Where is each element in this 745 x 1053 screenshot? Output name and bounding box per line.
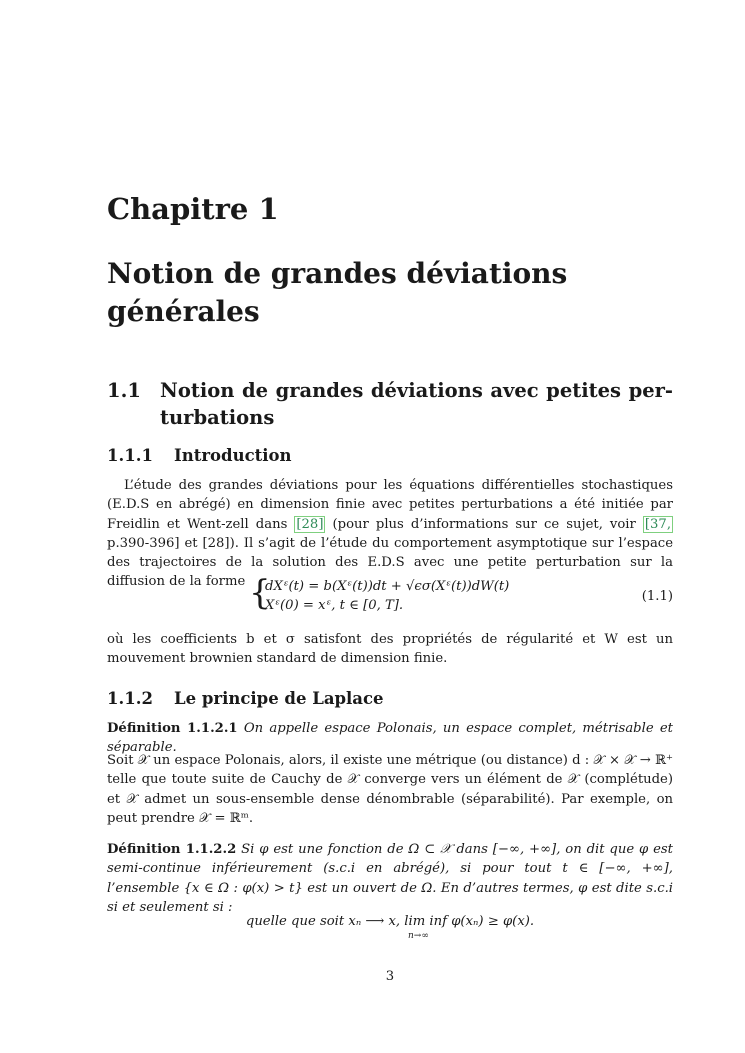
definition-label: Définition 1.1.2.1 bbox=[107, 721, 238, 736]
equation-line-1: dXᵋ(t) = b(Xᵋ(t))dt + √ϵσ(Xᵋ(t))dW(t) bbox=[265, 579, 510, 594]
liminf-subscript: n→∞ bbox=[408, 931, 429, 941]
definition-body: Si φ est une fonction de Ω ⊂ 𝒳 dans [−∞, +∞], on dit que φ est semi-continue inférieurement (s.c.i en abrégé), si pour tout t ∈ [−∞, +∞], l’ensemble {x ∈ Ω : φ(x) > t} est un ouvert de Ω. En d’autres termes, φ est dite s.c.i si et seulement si : bbox=[107, 842, 673, 915]
chapter-title-line2: générales bbox=[107, 295, 260, 328]
section-heading bbox=[107, 377, 673, 431]
definition-label: Définition 1.1.2.2 bbox=[107, 842, 237, 857]
definition-body: On appelle espace Polonais, un espace complet, métrisable et séparable. bbox=[107, 721, 673, 756]
chapter-title-line1: Notion de grandes déviations bbox=[107, 257, 568, 290]
liminf-formula bbox=[107, 914, 673, 929]
equation-line-2: Xᵋ(0) = xᵋ, t ∈ [0, T]. bbox=[265, 598, 404, 613]
subsection-number: 1.1.1 bbox=[107, 446, 153, 465]
intro-paragraph bbox=[107, 476, 673, 592]
intro-text-2: (pour plus d’informations sur ce sujet, voir bbox=[332, 516, 636, 532]
equation-number: (1.1) bbox=[641, 589, 673, 604]
page-number: 3 bbox=[385, 969, 395, 984]
citation-link-28[interactable]: [28] bbox=[296, 516, 324, 532]
after-equation-paragraph: où les coefficients b et σ satisfont des propriétés de régularité et W est un mouvement brownien standard de dimension finie. bbox=[107, 632, 673, 667]
definition-1-1-2-2 bbox=[107, 840, 673, 917]
liminf-formula-text: quelle que soit xₙ ⟶ x, lim inf φ(xₙ) ≥ φ(x). bbox=[245, 914, 535, 929]
subsection-heading-laplace bbox=[107, 689, 384, 708]
subsection-title: Introduction bbox=[174, 446, 292, 465]
left-brace: { bbox=[249, 573, 271, 613]
subsection-number: 1.1.2 bbox=[107, 689, 153, 708]
section-title: Notion de grandes déviations avec petites per-turbations bbox=[160, 379, 673, 429]
chapter-label: Chapitre 1 bbox=[107, 192, 279, 226]
intro-text-1: L’étude des grandes déviations pour les équations différentielles stochastiques (E.D.S en abrégé) en dimension finie avec petites perturbations a été initiée par Freidlin et Went-zell dans bbox=[107, 478, 673, 532]
chapter-title bbox=[107, 255, 627, 331]
subsection-heading-introduction bbox=[107, 446, 292, 465]
polish-space-paragraph: Soit 𝒳 un espace Polonais, alors, il existe une métrique (ou distance) d : 𝒳 × 𝒳 → ℝ⁺ telle que toute suite de Cauchy de 𝒳 converge vers un élément de 𝒳 (complétude) et 𝒳 admet un sous-ensemble dense dénombrable (séparabilité). Par exemple, on peut prendre 𝒳 = ℝᵐ. bbox=[107, 753, 673, 826]
intro-text-3: p.390-396] et [28]). Il s’agit de l’étude du comportement asymptotique sur l’espace des trajectoires de la solution des E.D.S avec une petite perturbation sur la diffusion de la forme bbox=[107, 535, 673, 590]
subsection-title: Le principe de Laplace bbox=[174, 689, 384, 708]
section-number: 1.1 bbox=[107, 379, 141, 402]
citation-link-37[interactable]: [37, bbox=[644, 516, 672, 532]
